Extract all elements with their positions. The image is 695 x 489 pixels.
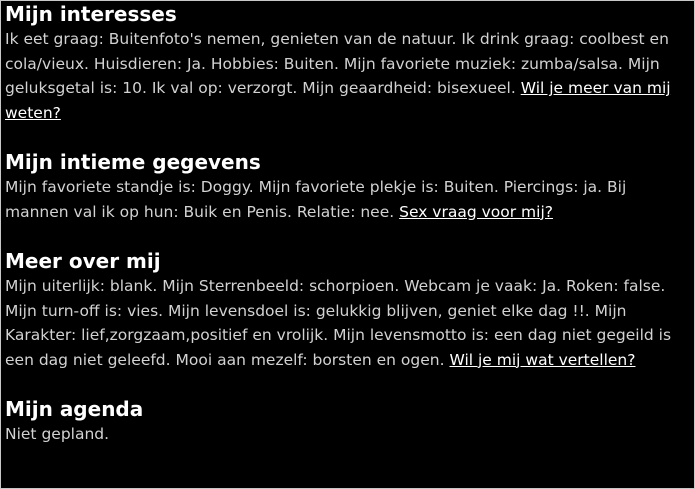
section-spacer <box>5 224 690 248</box>
section-body-more <box>5 274 690 372</box>
section-more <box>5 248 690 372</box>
more-text: Mijn uiterlijk: blank. Mijn Sterrenbeeld: schorpioen. Webcam je vaak: Ja. Roken: false. Mijn turn-off is: vies. Mijn levensdoel is: gelukkig blijven, geniet elke dag !!. Mijn Karakter: lief,zorgzaam,positief en vrolijk. Mijn levensmotto is: een dag niet gegeild is een dag niet geleefd. Mooi aan mezelf: borsten en ogen. <box>5 277 672 369</box>
agenda-text: Niet gepland. <box>5 425 110 443</box>
intimate-text: Mijn favoriete standje is: Doggy. Mijn favoriete plekje is: Buiten. Piercings: ja. Bij mannen val ik op hun: Buik en Penis. Relatie: nee. <box>5 178 627 221</box>
section-title-more: Meer over mij <box>5 249 161 273</box>
section-body-interests <box>5 27 690 125</box>
section-spacer <box>5 372 690 396</box>
section-body-intimate <box>5 175 690 224</box>
sex-question-link[interactable]: Sex vraag voor mij? <box>399 202 553 221</box>
section-interests <box>5 1 690 125</box>
tell-me-something-link[interactable]: Wil je mij wat vertellen? <box>449 350 636 369</box>
section-intimate <box>5 149 690 224</box>
section-title-agenda: Mijn agenda <box>5 397 144 421</box>
section-agenda <box>5 396 690 447</box>
section-title-interests: Mijn interesses <box>5 2 177 26</box>
more-about-me-link[interactable]: Wil je meer van mij weten? <box>5 79 671 122</box>
section-spacer <box>5 125 690 149</box>
section-title-intimate: Mijn intieme gegevens <box>5 150 261 174</box>
interests-text: Ik eet graag: Buitenfoto's nemen, genieten van de natuur. Ik drink graag: coolbest en cola/vieux. Huisdieren: Ja. Hobbies: Buiten. Mijn favoriete muziek: zumba/salsa. Mijn geluksgetal is: 10. Ik val op: verzorgt. Mijn geaardheid: bisexueel. <box>5 30 669 97</box>
